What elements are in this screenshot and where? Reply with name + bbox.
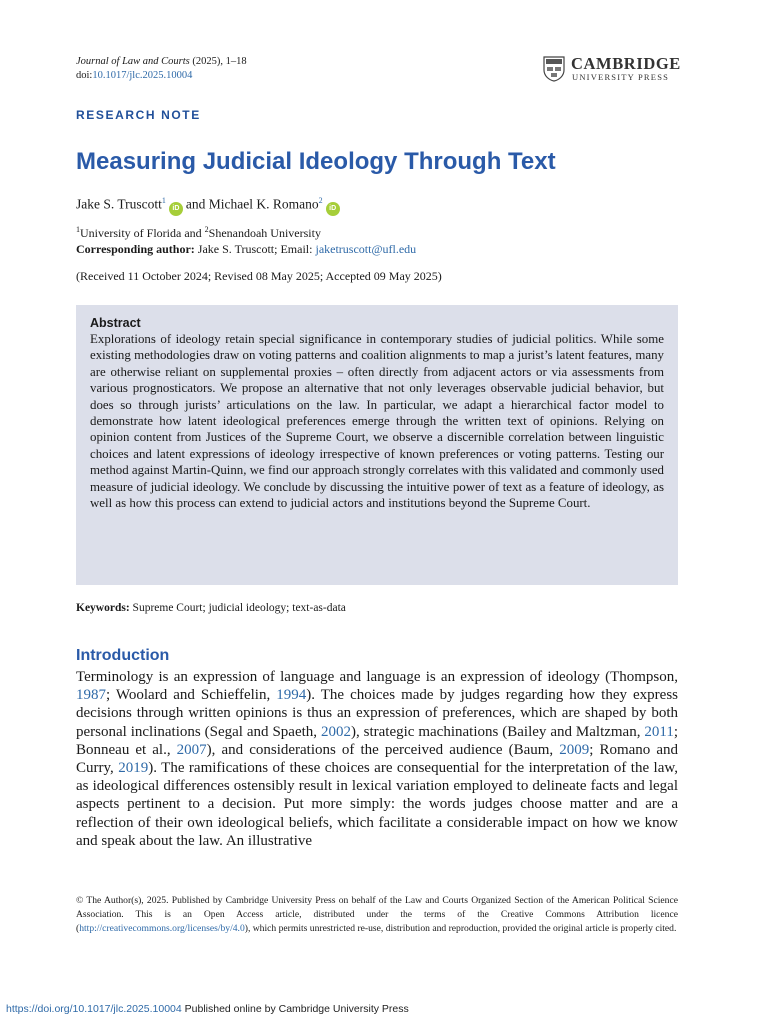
affiliation-text: Shenandoah University — [208, 226, 321, 240]
intro-text-segment: ; Woolard and Schieffelin, — [106, 687, 277, 704]
publisher-logo — [543, 55, 683, 83]
journal-meta: (2025), 1–18 — [189, 56, 247, 67]
citation-link[interactable]: 1987 — [76, 687, 106, 704]
citation-link[interactable]: 2011 — [644, 723, 674, 740]
introduction-heading: Introduction — [76, 647, 170, 664]
citation-link[interactable]: 2009 — [559, 741, 590, 758]
footer-doi-link[interactable]: https://doi.org/10.1017/jlc.2025.10004 — [6, 1003, 182, 1015]
introduction-text — [76, 668, 678, 850]
page-footer — [6, 1002, 409, 1016]
license-link[interactable]: http://creativecommons.org/licenses/by/4.0 — [79, 923, 245, 934]
citation-link[interactable]: 2007 — [176, 741, 207, 758]
intro-text-segment: ), and considerations of the perceived audience (Baum, — [206, 741, 560, 758]
intro-text-segment: Terminology is an expression of language and language is an expression of ideology (Thompson, — [76, 669, 678, 685]
received-dates: (Received 11 October 2024; Revised 08 May 2025; Accepted 09 May 2025) — [76, 269, 442, 283]
abstract-box — [76, 305, 678, 585]
section-label: RESEARCH NOTE — [76, 108, 201, 122]
journal-name: Journal of Law and Courts — [76, 56, 190, 67]
affiliation-marker: 1 — [161, 196, 166, 205]
citation-link[interactable]: 1994 — [276, 687, 307, 704]
intro-text-segment: ; Romano and Curry, — [76, 741, 678, 777]
abstract-heading: Abstract — [90, 316, 141, 330]
doi-prefix: doi: — [76, 70, 93, 81]
author-name: Jake S. Truscott — [76, 196, 162, 212]
publisher-name: CAMBRIDGE — [571, 54, 681, 73]
orcid-icon[interactable]: iD — [326, 202, 340, 216]
corresponding-label: Corresponding author: — [76, 242, 195, 256]
intro-text-segment: ). The choices made by judges regarding how they express decisions through written opinions is thus an expression of preferences, which are shaped by both personal inclinations (Segal and Spaeth, — [76, 687, 678, 740]
affiliations — [76, 222, 416, 257]
publisher-subname: UNIVERSITY PRESS — [572, 72, 670, 82]
author-list — [76, 192, 343, 216]
affiliation-marker: 2 — [318, 196, 323, 205]
license-text: ), which permits unrestricted re-use, distribution and reproduction, provided the original article is properly cited. — [244, 923, 677, 934]
keywords — [76, 601, 346, 616]
author-connector: and — [185, 196, 206, 212]
keywords-label: Keywords: — [76, 602, 130, 614]
keywords-text: Supreme Court; judicial ideology; text-as-data — [129, 602, 346, 614]
abstract-text: Explorations of ideology retain special significance in contemporary studies of judicial politics. While some existing methodologies draw on voting patterns and coalition alignments to map a jurist’s latent features, many are otherwise reliant on supplemental proxies – often directly from adjacent actors or via assessments from various prognosticators. We propose an alternative that not only leverages observable judicial behavior, but does so through jurists’ articulations on the law. In particular, we adapt a hierarchical factor model to demonstrate how latent ideological preferences emerge through the written text of opinions. Relying on opinion content from Justices of the Supreme Court, we observe a discernible correlation between linguistic choices and latent expressions of ideology irrespective of known preferences or voting patterns. Testing our method against Martin-Quinn, we find our approach strongly correlates with this validated and commonly used measure of judicial ideology. We conclude by discussing the intuitive power of text as a feature of ideology, as well as how this process can extend to judicial actors and institutions beyond the Supreme Court. — [90, 332, 664, 511]
license-text: © The Author(s), 2025. Published by Cambridge University Press on behalf of the Law and Courts Organized Section of the American Political Science Association. This is an Open Access article, distributed under the terms of the Creative Commons Attribution licence ( — [76, 895, 678, 934]
license-notice — [76, 894, 678, 936]
intro-text-segment: ; Bonneau et al., — [76, 723, 679, 758]
journal-header — [76, 55, 247, 83]
corresponding-text: Jake S. Truscott; Email: — [194, 242, 316, 256]
citation-link[interactable]: 2002 — [320, 723, 351, 740]
intro-text-segment: ), strategic machinations (Bailey and Maltzman, — [350, 723, 645, 740]
intro-text-segment: ). The ramifications of these choices are consequential for the interpretation of the law, as ideological differences ostensibly result in lexical variation employed to delineate facts and legal aspects pertinent to a decision. Put more simply: the words judges choose matter and are a reflection of their own ideological beliefs, which facilitate a considerable impact on how we know and speak about the law. An illustrative — [76, 760, 678, 849]
affiliation-text: University of Florida and — [80, 226, 205, 240]
doi-link[interactable]: 10.1017/jlc.2025.10004 — [92, 70, 193, 81]
footer-text: Published online by Cambridge University Press — [181, 1003, 409, 1015]
citation-link[interactable]: 2019 — [118, 760, 149, 777]
article-title: Measuring Judicial Ideology Through Text — [76, 148, 556, 175]
cambridge-shield-icon — [543, 56, 565, 82]
email-link[interactable]: jaketruscott@ufl.edu — [315, 242, 417, 256]
author-name: Michael K. Romano — [208, 196, 319, 212]
affiliation-marker: 2 — [204, 225, 209, 234]
orcid-icon[interactable]: iD — [169, 202, 183, 216]
affiliation-marker: 1 — [76, 225, 80, 234]
